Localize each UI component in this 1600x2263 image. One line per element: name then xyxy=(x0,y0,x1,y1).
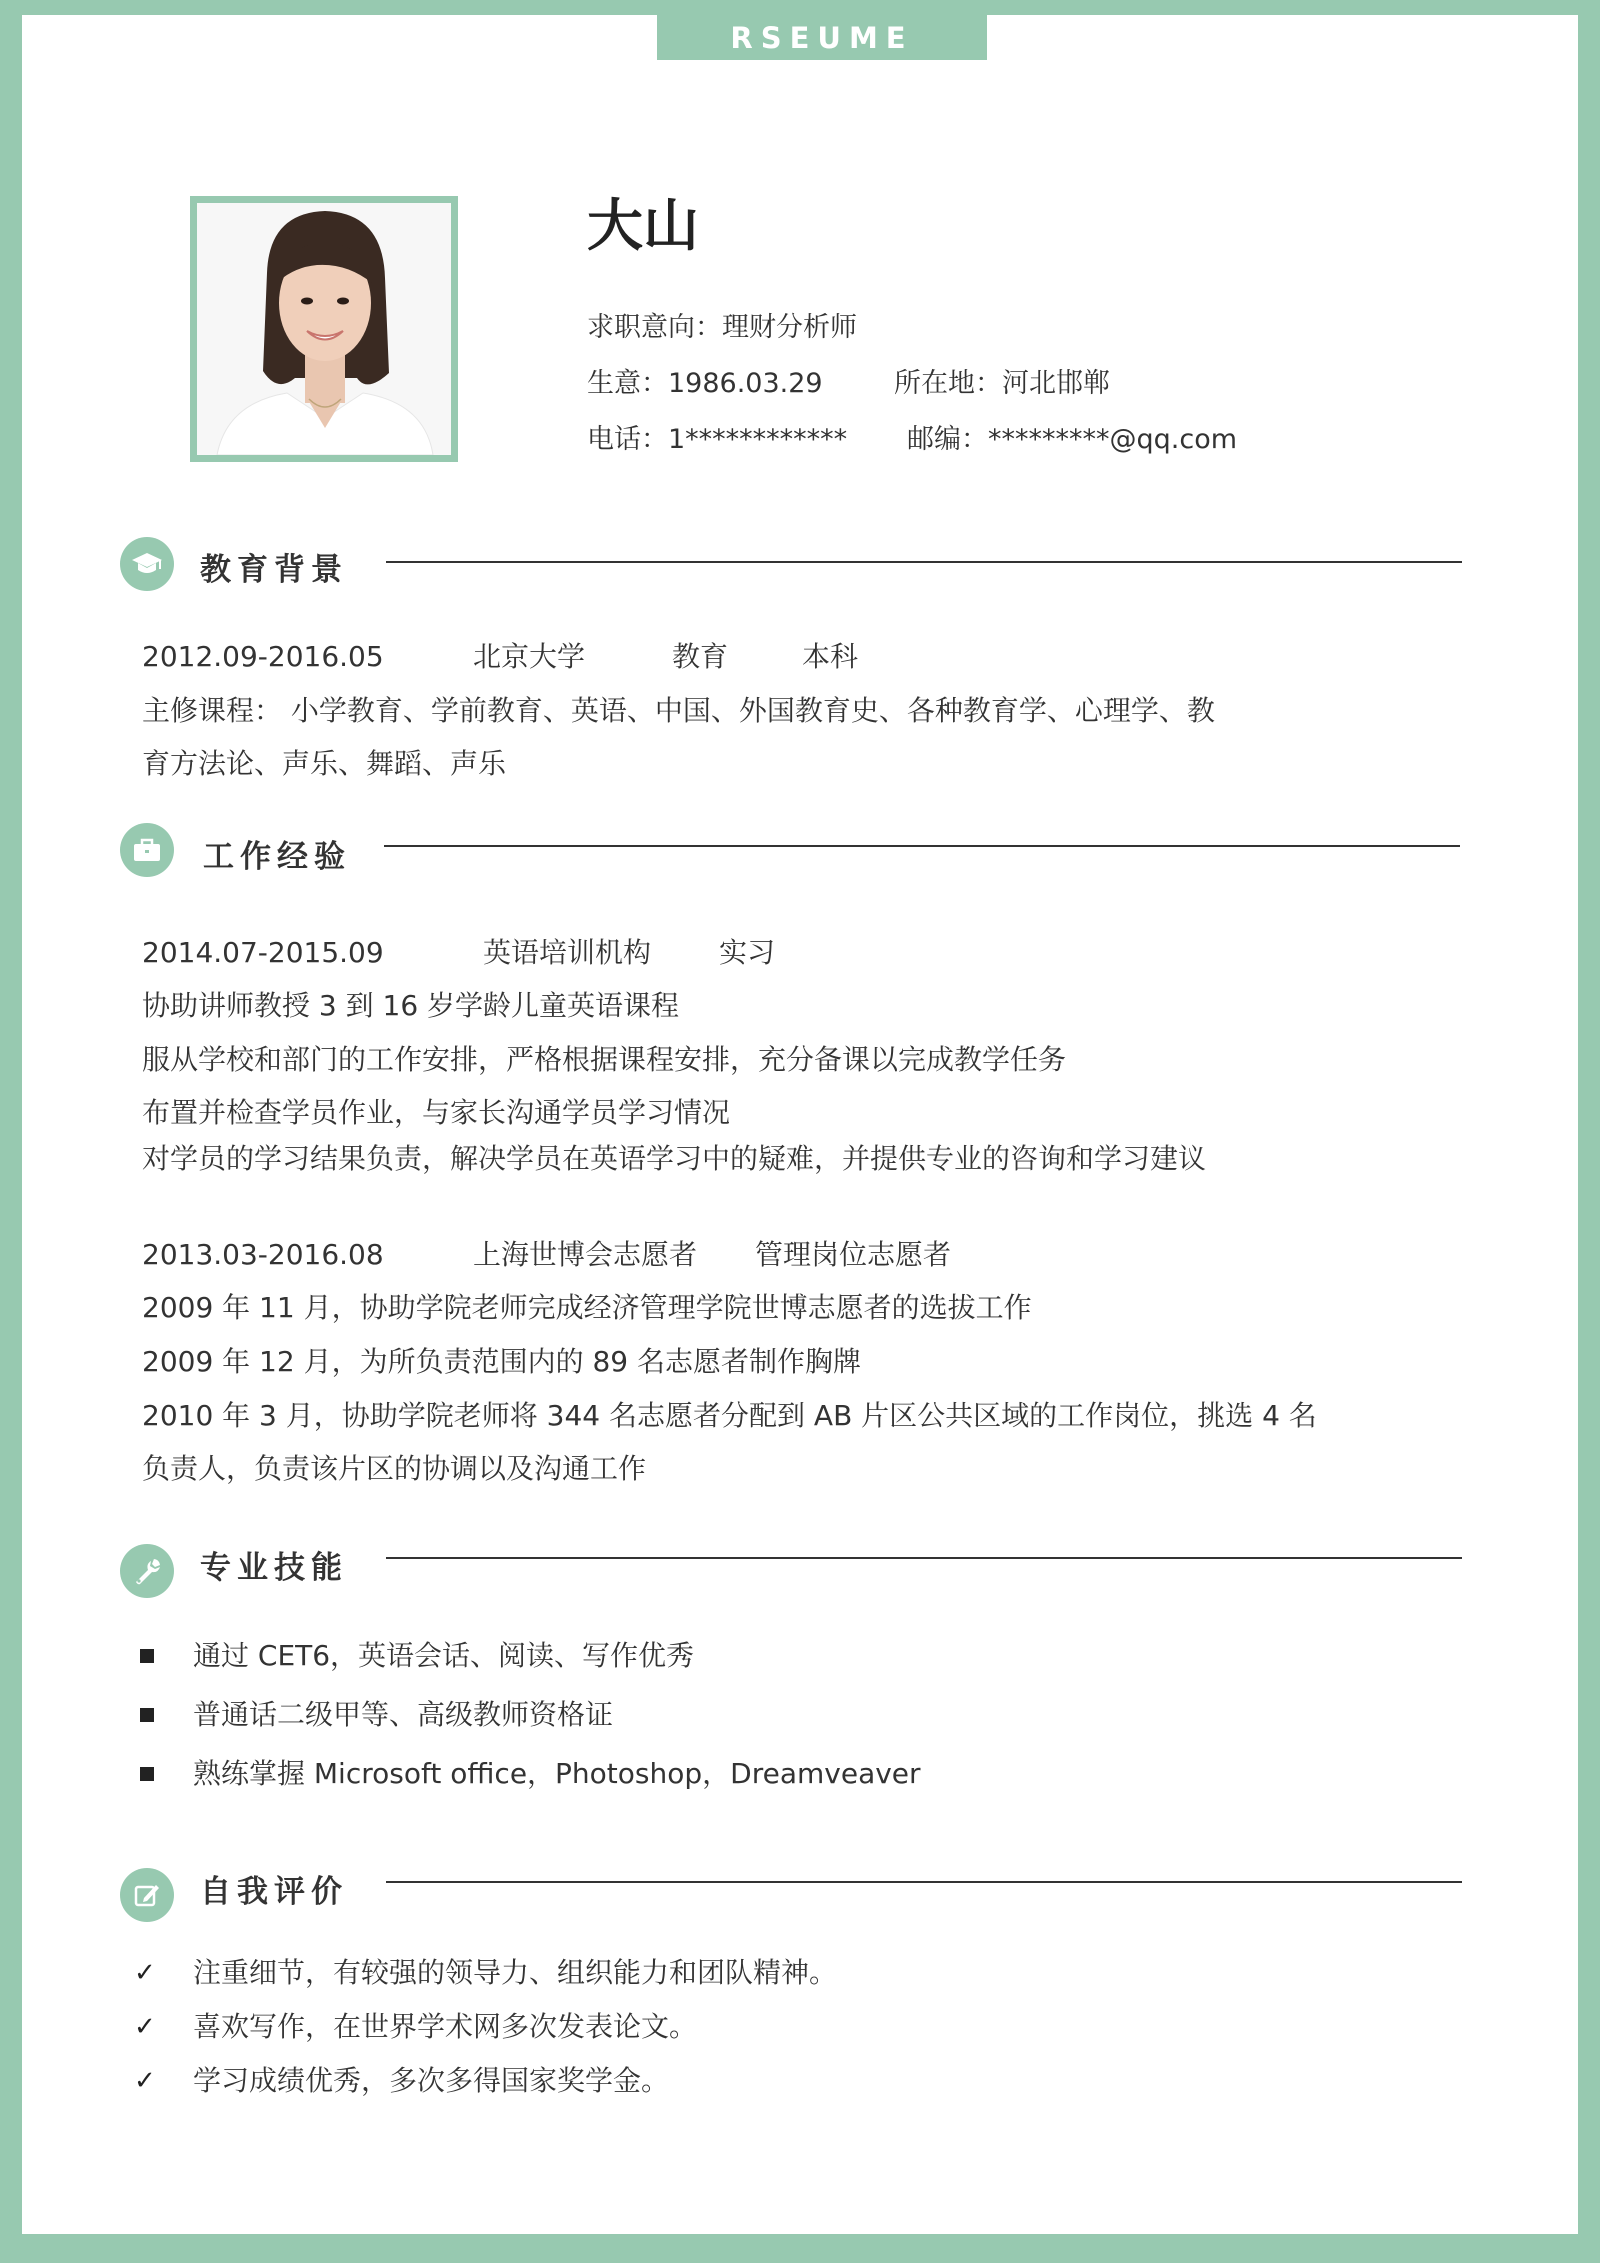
resume-page xyxy=(22,15,1578,2234)
job-2-org: 上海世博会志愿者 xyxy=(473,1238,698,1271)
skills-section-title: 专业技能 xyxy=(200,1550,348,1586)
skill-item: 通过 CET6，英语会话、阅读、写作优秀 xyxy=(193,1639,695,1672)
evaluation-divider xyxy=(386,1881,1462,1883)
evaluation-item: 注重细节，有较强的领导力、组织能力和团队精神。 xyxy=(193,1956,838,1989)
work-divider xyxy=(384,845,1460,847)
skill-item: 熟练掌握 Microsoft office，Photoshop，Dreamveaver xyxy=(193,1757,921,1790)
job-2-line: 2009 年 12 月，为所负责范围内的 89 名志愿者制作胸牌 xyxy=(142,1345,862,1378)
bullet-square-icon xyxy=(140,1767,154,1781)
phone: 电话：1************ xyxy=(587,424,848,455)
work-section-title: 工作经验 xyxy=(203,839,351,875)
profile-photo xyxy=(190,196,458,462)
portrait-image xyxy=(197,203,451,455)
education-major: 教育 xyxy=(672,640,729,673)
education-section-title: 教育背景 xyxy=(200,552,348,588)
evaluation-item: 学习成绩优秀，多次多得国家奖学金。 xyxy=(193,2064,670,2097)
job-2-line: 负责人，负责该片区的协调以及沟通工作 xyxy=(142,1452,647,1485)
wrench-icon xyxy=(120,1544,174,1598)
check-icon: ✓ xyxy=(134,2066,156,2096)
job-1-org: 英语培训机构 xyxy=(483,936,652,969)
candidate-name: 大山 xyxy=(587,194,699,259)
education-divider xyxy=(386,561,1462,563)
location: 所在地：河北邯郸 xyxy=(894,368,1110,399)
evaluation-item: 喜欢写作，在世界学术网多次发表论文。 xyxy=(193,2010,698,2043)
education-courses: 主修课程： 小学教育、学前教育、英语、中国、外国教育史、各种教育学、心理学、教 xyxy=(142,694,1215,727)
job-objective: 求职意向：理财分析师 xyxy=(587,312,857,343)
check-icon: ✓ xyxy=(134,1958,156,1988)
job-2-period: 2013.03-2016.08 xyxy=(142,1238,384,1271)
education-period: 2012.09-2016.05 xyxy=(142,640,384,673)
job-1-line: 服从学校和部门的工作安排，严格根据课程安排，充分备课以完成教学任务 xyxy=(142,1043,1067,1076)
email: 邮编：*********@qq.com xyxy=(907,424,1238,455)
skills-divider xyxy=(386,1557,1462,1559)
education-school: 北京大学 xyxy=(473,640,586,673)
resume-header-tab: RSEUME xyxy=(657,15,987,60)
job-1-line: 布置并检查学员作业，与家长沟通学员学习情况 xyxy=(142,1096,731,1129)
check-icon: ✓ xyxy=(134,2012,156,2042)
bullet-square-icon xyxy=(140,1708,154,1722)
edit-icon xyxy=(120,1868,174,1922)
skill-item: 普通话二级甲等、高级教师资格证 xyxy=(193,1698,614,1731)
education-degree: 本科 xyxy=(802,640,859,673)
birth-date: 生意：1986.03.29 xyxy=(587,368,823,399)
job-2-line: 2009 年 11 月，协助学院老师完成经济管理学院世博志愿者的选拔工作 xyxy=(142,1291,1032,1324)
briefcase-icon xyxy=(120,823,174,877)
job-1-line: 协助讲师教授 3 到 16 岁学龄儿童英语课程 xyxy=(142,989,680,1022)
job-2-line: 2010 年 3 月，协助学院老师将 344 名志愿者分配到 AB 片区公共区域的工作岗位，挑选 4 名 xyxy=(142,1399,1317,1432)
job-1-line: 对学员的学习结果负责，解决学员在英语学习中的疑难，并提供专业的咨询和学习建议 xyxy=(142,1142,1207,1175)
job-2-role: 管理岗位志愿者 xyxy=(755,1238,952,1271)
bullet-square-icon xyxy=(140,1649,154,1663)
graduation-cap-icon xyxy=(120,537,174,591)
education-courses-cont: 育方法论、声乐、舞蹈、声乐 xyxy=(142,747,507,780)
evaluation-section-title: 自我评价 xyxy=(200,1874,348,1910)
job-1-period: 2014.07-2015.09 xyxy=(142,936,384,969)
job-1-role: 实习 xyxy=(719,936,776,969)
